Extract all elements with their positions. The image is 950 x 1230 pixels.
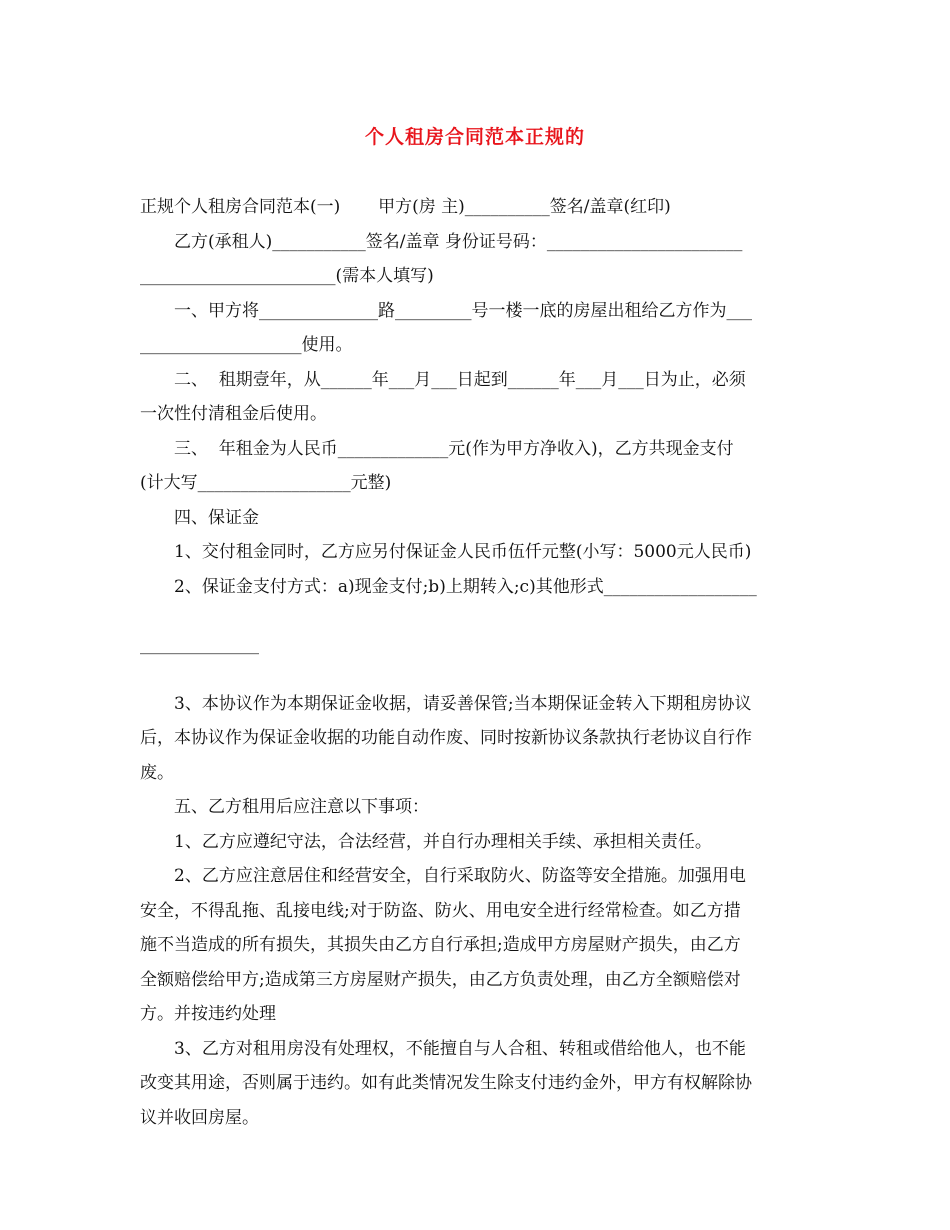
text-line: 乙方(承租人)___________签名/盖章 身份证号码：_______________________ [174, 231, 743, 252]
text-line: 二、 租期壹年，从______年___月___日起到______年___月___日为止，必须 [174, 369, 746, 390]
text-line: 正规个人租房合同范本(一) 甲方(房 主)__________签名/盖章(红印) [140, 197, 671, 217]
text-line: (计大写__________________元整) [140, 473, 392, 493]
text-line: 方。并按违约处理 [140, 1004, 276, 1024]
text-line: _______________________(需本人填写) [140, 266, 434, 286]
text-line: 2、乙方应注意居住和经营安全，自行采取防火、防盗等安全措施。加强用电 [174, 866, 746, 886]
text-line: 废。 [140, 762, 174, 783]
text-line: 1、交付租金同时，乙方应另付保证金人民币伍仟元整(小写：5000元人民币) [174, 542, 752, 562]
document-body [140, 190, 812, 1135]
text-line: 3、本协议作为本期保证金收据，请妥善保管;当本期保证金转入下期租房协议 [174, 693, 752, 714]
text-line: 议并收回房屋。 [140, 1107, 259, 1128]
text-line: 1、乙方应遵纪守法，合法经营，并自行办理相关手续、承担相关责任。 [174, 831, 712, 852]
text-line: 2、保证金支付方式：a)现金支付;b)上期转入;c)其他形式__________________ [174, 576, 757, 597]
text-line: 改变其用途，否则属于违约。如有此类情况发生除支付违约金外，甲方有权解除协 [140, 1073, 752, 1093]
text-line: ______________ [140, 635, 259, 655]
text-line: 3、乙方对租用房没有处理权，不能擅自与人合租、转租或借给他人，也不能 [174, 1038, 746, 1059]
section-heading: 四、保证金 [174, 507, 259, 528]
text-line: 全额赔偿给甲方;造成第三方房屋财产损失，由乙方负责处理，由乙方全额赔偿对 [140, 969, 741, 990]
text-line: 安全，不得乱拖、乱接电线;对于防盗、防火、用电安全进行经常检查。如乙方措 [140, 900, 741, 921]
text-line: 一次性付清租金后使用。 [140, 404, 327, 424]
document-title: 个人租房合同范本正规的 [364, 126, 585, 148]
text-line: 后，本协议作为保证金收据的功能自动作废、同时按新协议条款执行老协议自行作 [140, 728, 752, 748]
text-line: 一、甲方将______________路_________号一楼一底的房屋出租给乙方作为___ [174, 300, 752, 321]
section-heading: 五、乙方租用后应注意以下事项： [174, 797, 429, 817]
text-line: ___________________使用。 [140, 335, 353, 355]
text-line: 施不当造成的所有损失，其损失由乙方自行承担;造成甲方房屋财产损失，由乙方 [140, 935, 741, 955]
text-line: 三、 年租金为人民币_____________元(作为甲方净收入)，乙方共现金支付 [174, 438, 734, 459]
